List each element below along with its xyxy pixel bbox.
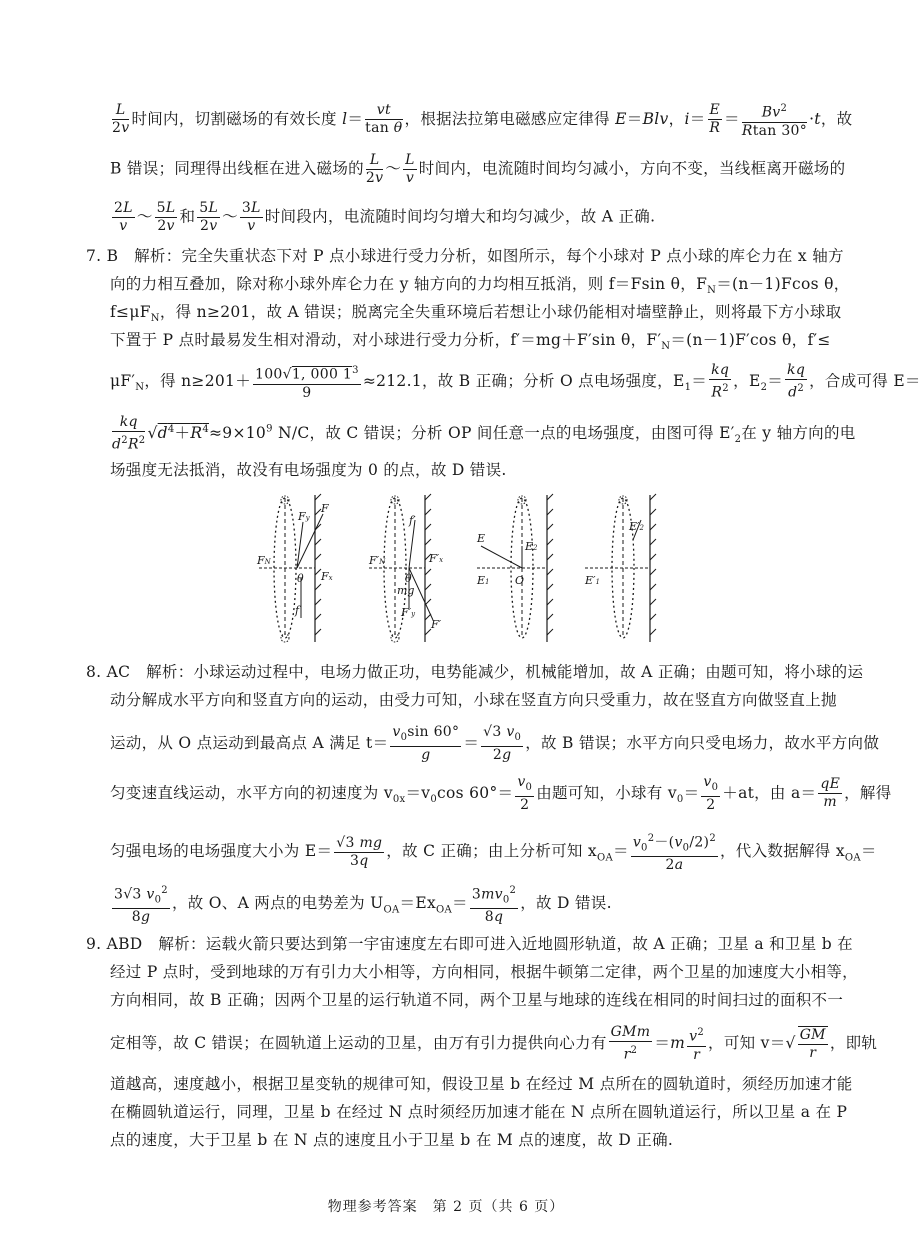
- text: 解析：运载火箭只要达到第一宇宙速度左右即可进入近地圆形轨道，故 A 正确；卫星 a 和卫星 b 在: [158, 935, 853, 953]
- fraction: $\frac{100√1, 000 1^3}{9}$: [253, 362, 361, 402]
- fraction: $\frac{5L}{2v}$: [199, 200, 219, 234]
- fraction: $\frac{v_0}{2}$: [517, 774, 533, 813]
- fraction: $\frac{qE}{m}$: [820, 776, 841, 811]
- text: N/C，故 C 错误；分析 OP 间任意一点的电场强度，由图可得 E′: [272, 423, 735, 442]
- svg-text:E1: E1: [477, 574, 490, 587]
- fraction: $\frac{2L}{v}$: [114, 200, 133, 234]
- text: f≤μF: [110, 303, 151, 321]
- text: ，即轨: [829, 1033, 878, 1052]
- fraction: $\frac{kq}{R^2}$: [711, 362, 730, 401]
- text: ＋at，由 a＝: [722, 783, 817, 802]
- svg-text:FN: FN: [257, 554, 271, 567]
- text: 运动，从 O 点运动到最高点 A 满足 t＝: [110, 733, 389, 752]
- figure-panel-2: [368, 494, 443, 642]
- text: ，故 B 错误；水平方向只受电场力，故水平方向做: [525, 733, 880, 752]
- force-analysis-figure: [245, 490, 665, 648]
- svg-text:O: O: [515, 574, 525, 587]
- text: 解析：小球运动过程中，电场力做正功，电势能减少，机械能增加，故 A 正确；由题可知，将小球的运: [146, 663, 864, 681]
- fraction: $\frac{E}{R}$: [709, 102, 721, 137]
- text: 动分解成水平方向和竖直方向的运动，由受力可知，小球在竖直方向只受重力，故在竖直方向做竖直上抛: [110, 691, 837, 709]
- text: 匀变速直线运动，水平方向的初速度为 v: [110, 783, 393, 802]
- figure-panel-4: [584, 494, 656, 642]
- fraction: $\frac{v_0^2-(v_0/2)^2}{2a}$: [631, 830, 718, 874]
- svg-text:f: f: [295, 604, 300, 617]
- fraction: $\frac{3√3 v_0^2}{8g}$: [112, 882, 170, 926]
- fraction: $\frac{Bv^2}{Rtan 30^\circ}$: [742, 100, 807, 140]
- text: ＝v: [405, 783, 431, 802]
- text: 定相等，故 C 错误；在圆轨道上运动的卫星，由万有引力提供向心力有: [110, 1033, 607, 1052]
- fraction: $\frac{3mv_0^2}{8q}$: [470, 882, 518, 926]
- fraction: $\frac{vt}{\text{tan θ}}$: [365, 102, 403, 137]
- text: ≈212.1，故 B 正确；分析 O 点电场强度，E: [362, 371, 685, 390]
- svg-text:F′: F′: [431, 618, 442, 631]
- svg-text:E′2: E′2: [629, 520, 644, 533]
- text: 道越高，速度越小，根据卫星变轨的规律可知，假设卫星 b 在经过 M 点所在的圆轨道时，须经历加速才能: [110, 1075, 853, 1093]
- text: ，代入数据解得 x: [720, 842, 845, 861]
- svg-text:θ: θ: [297, 572, 304, 585]
- text: 经过 P 点时，受到地球的万有引力大小相等，方向相同，根据牛顿第二定律，两个卫星的加速度大小相等，: [110, 963, 858, 981]
- text: 时间内，切割磁场的有效长度: [131, 109, 343, 128]
- svg-text:E′1: E′1: [585, 574, 600, 587]
- text: 解析：完全失重状态下对 P 点小球进行受力分析，如图所示，每个小球对 P 点小球的库仑力在 x 轴方: [134, 247, 844, 265]
- text: 在 y 轴方向的电: [741, 423, 856, 442]
- svg-text:F′y: F′y: [401, 606, 416, 619]
- text: 在椭圆轨道运行，同理，卫星 b 在经过 N 点时须经历加速才能在 N 点所在圆轨道运行，所以卫星 a 在 P: [110, 1103, 848, 1121]
- text: ≈9×10: [209, 423, 267, 442]
- svg-text:E2: E2: [525, 540, 538, 553]
- page-footer: 物理参考答案 第 2 页（共 6 页）: [327, 1199, 565, 1215]
- figure-panel-3: [476, 494, 553, 642]
- fraction: $\frac{\text{GMm}}{r^2}$: [610, 1024, 651, 1063]
- fraction: $\frac{L}{2v}$: [365, 152, 384, 186]
- figure-panel-1: [256, 494, 333, 642]
- text: ，故 C 正确；由上分析可知 x: [386, 842, 597, 861]
- text: μF′: [110, 371, 136, 390]
- fraction: $\frac{√3 mg}{3q}$: [336, 834, 383, 869]
- text: 方向相同，故 B 正确；因两个卫星的运行轨道不同，两个卫星与地球的连线在相同的时间扫过的面积不一: [110, 991, 844, 1009]
- text: 下置于 P 点时最易发生相对滑动，对小球进行受力分析，f′＝mg＋F′sin θ，F′: [110, 331, 662, 349]
- svg-text:Fx: Fx: [321, 570, 333, 583]
- fraction: $\frac{L}{2v}$: [112, 102, 130, 137]
- text: ，故 D 错误.: [520, 894, 612, 913]
- fraction: $\frac{v_0}{2}$: [703, 774, 719, 813]
- text: ，解得: [844, 783, 892, 802]
- fraction: $\frac{L}{v}$: [405, 152, 415, 186]
- text: 向的力相互叠加，除对称小球外库仑力在 y 轴方向的力均相互抵消，则 f＝Fsin θ，F: [110, 275, 708, 293]
- fraction: $\frac{v^2}{r}$: [687, 1024, 706, 1064]
- svg-text:f′: f′: [409, 514, 416, 527]
- text: 由题可知，小球有 v: [536, 783, 677, 802]
- svg-text:Fy: Fy: [298, 510, 310, 523]
- svg-text:E: E: [477, 532, 486, 545]
- text: ，故: [820, 109, 853, 128]
- answer-number: 7. B: [86, 247, 119, 265]
- text: ，可知 v＝: [708, 1033, 786, 1052]
- text: B 错误；同理得出线框在进入磁场的: [110, 159, 364, 178]
- text: ，故 O、A 两点的电势差为 U: [171, 894, 384, 913]
- text: ，E: [733, 371, 761, 390]
- svg-text:mg: mg: [397, 584, 415, 597]
- svg-text:F: F: [321, 502, 329, 515]
- svg-text:F′N: F′N: [369, 554, 386, 567]
- text: ，合成可得 E＝: [809, 371, 921, 390]
- text: 点的速度，大于卫星 b 在 N 点的速度且小于卫星 b 在 M 点的速度，故 D 正确.: [110, 1131, 674, 1149]
- text: ＝(n－1)F′cos θ，f′≤: [670, 331, 831, 349]
- text: ，得 n≥201＋: [144, 371, 251, 390]
- answer-page: $\frac{L}{2v}$ 时间内，切割磁场的有效长度 l＝ $\frac{vt}{\text{tan θ}}$ ，根据法拉第电磁感应定律得 E＝Blv，i＝ $\frac{E}{R}$ ＝ $\frac{Bv^2}{Rtan 30^\circ}$ ·t，故 B 错误；同理得出线框在进入磁场的 $\frac{L}{2v}$ ～ $\frac{L}{v}$ 时间内，电流随时间均匀减小，方向不变，当线框离开磁场的 $\frac{2L}{v}$ ～ $\frac{5L}{2v}$ 和 $\frac{5L}{2v}$ ～ $\frac{3L}{v}$ 时间段内，电流随时间均匀增大和均匀减少，故 A 正确. 7. B 解析：完全失重状态下对 P 点小球进行受力分析，如图所示，每个小球对 P 点小球的库仑力在 x 轴方 向的力相互叠加，除对称小球外库仑力在 y 轴方向的力均相互抵消，则 f＝Fsin θ，$F_N=(n-1)Fcos$ θ， $f\le\mu F_N$，得 n≥201，故 A 错误；脱离完全失重环境后若想让小球仍能相对墙壁静止，则将最下方小球取 下置于 P 点时最易发生相对滑动，对小球进行受力分析，f′＝mg＋F′sin θ，$F'_N=(n-1)F'\cos$ θ，f′≤ $\mu F'_N$，得 n≥201＋ $\frac{100√1, 000 1^3}{9}$ ≈212.1，故 B 正确；分析 O 点电场强度，$E_1=$ $\frac{kq}{R^2}$ ，$E_2=$ $\frac{kq}{d^2}$ ，合成可得 E＝ $\frac{kq}{d^2R^2}$ $√d^4+R^4\approx 9\times 10^9$ N/C，故 C 错误；分析 OP 间任意一点的电场强度，由图可得 $E'_2$在 y 轴方向的电 场强度无法抵消，故没有电场强度为 0 的点，故 D 错误. F Fy FN Fx θ f f′ F′N F′x θ mg F′y F′ E E2 E1 O E′2 E′1 8. AC 解析：小球运动过程中，电场力做正功，电势能减少，机械能增加，故 A 正确；由题可知，将小球的运 动分解成水平方向和竖直方向的运动，由受力可知，小球在竖直方向只受重力，故在竖直方向做竖直上抛 运动，从 O 点运动到最高点 A 满足 t＝ $\frac{v_0\sin 60^\circ}{g}$ ＝ $\frac{√3 v_0}{2g}$ ，故 B 错误；水平方向只受电场力，故水平方向做 匀变速直线运动，水平方向的初速度为 $v_{0x}=v_0\cos$ 60°＝ $\frac{v_0}{2}$ 由题可知，小球有 $v_0=$ $\frac{v_0}{2}$ ＋at，由 a＝ $\frac{qE}{m}$ ，解得 匀强电场的电场强度大小为 E＝ $\frac{√3 mg}{3q}$ ，故 C 正确；由上分析可知 $x_{OA}=$ $\frac{v_0^2-(v_0/2)^2}{2a}$ ，代入数据解得 $x_{OA}=$ $\frac{3√3 v_0^2}{8g}$ ，故 O、A 两点的电势差为 $U_{OA}=Ex_{OA}=$ $\frac{3mv_0^2}{8q}$ ，故 D 错误. 9. ABD 解析：运载火箭只要达到第一宇宙速度左右即可进入近地圆形轨道，故 A 正确；卫星 a 和卫星 b 在 经过 P 点时，受到地球的万有引力大小相等，方向相同，根据牛顿第二定律，两个卫星的加速度大小相等， 方向相同，故 B 正确；因两个卫星的运行轨道不同，两个卫星与地球的连线在相同的时间扫过的面积不一 定相等，故 C 错误；在圆轨道上运动的卫星，由万有引力提供向心力有 $\frac{\text{GMm}}{r^2}$ ＝m $\frac{v^2}{r}$ ，可知 v＝√ $\frac{GM}{r}$ ，即轨 道越高，速度越小，根据卫星变轨的规律可知，假设卫星 b 在经过 M 点所在的圆轨道时，须经历加速才能 在椭圆轨道运行，同理，卫星 b 在经过 N 点时须经历加速才能在 N 点所在圆轨道运行，所以卫星 a 在 P 点的速度，大于卫星 b 在 N 点的速度且小于卫星 b 在 M 点的速度，故 D 正确. 物理参考答案 第 2 页（共 6 页）: [0, 0, 892, 1244]
- text: ，得 n≥201，故 A 错误；脱离完全失重环境后若想让小球仍能相对墙壁静止，则将最下方小球取: [159, 303, 842, 321]
- answer-number: 9. ABD: [86, 935, 143, 953]
- fraction: $\frac{GM}{r}$: [799, 1026, 826, 1061]
- fraction: $\frac{√3 v_0}{2g}$: [483, 724, 522, 763]
- answer-number: 8. AC: [86, 663, 131, 681]
- fraction: $\frac{v_0\sin 60^\circ}{g}$: [392, 724, 460, 763]
- text: cos 60°＝: [437, 783, 514, 802]
- text: ，根据法拉第电磁感应定律得: [404, 109, 616, 128]
- text: 时间段内，电流随时间均匀增大和均匀减少，故 A 正确.: [264, 207, 656, 226]
- text: ＝(n－1)Fcos θ，: [716, 275, 850, 293]
- fraction: $\frac{5L}{2v}$: [156, 200, 176, 234]
- svg-text:F′x: F′x: [429, 552, 444, 565]
- fraction: $\frac{kq}{d^2R^2}$: [112, 414, 146, 453]
- text: 时间内，电流随时间均匀减小，方向不变，当线框离开磁场的: [418, 159, 846, 178]
- fraction: $\frac{3L}{v}$: [241, 200, 261, 234]
- svg-text:θ: θ: [405, 572, 412, 585]
- text: 匀强电场的电场强度大小为 E＝: [110, 842, 333, 861]
- text: 场强度无法抵消，故没有电场强度为 0 的点，故 D 错误.: [110, 461, 507, 479]
- fraction: $\frac{kq}{d^2}$: [787, 362, 806, 401]
- text: ＝Ex: [399, 894, 436, 913]
